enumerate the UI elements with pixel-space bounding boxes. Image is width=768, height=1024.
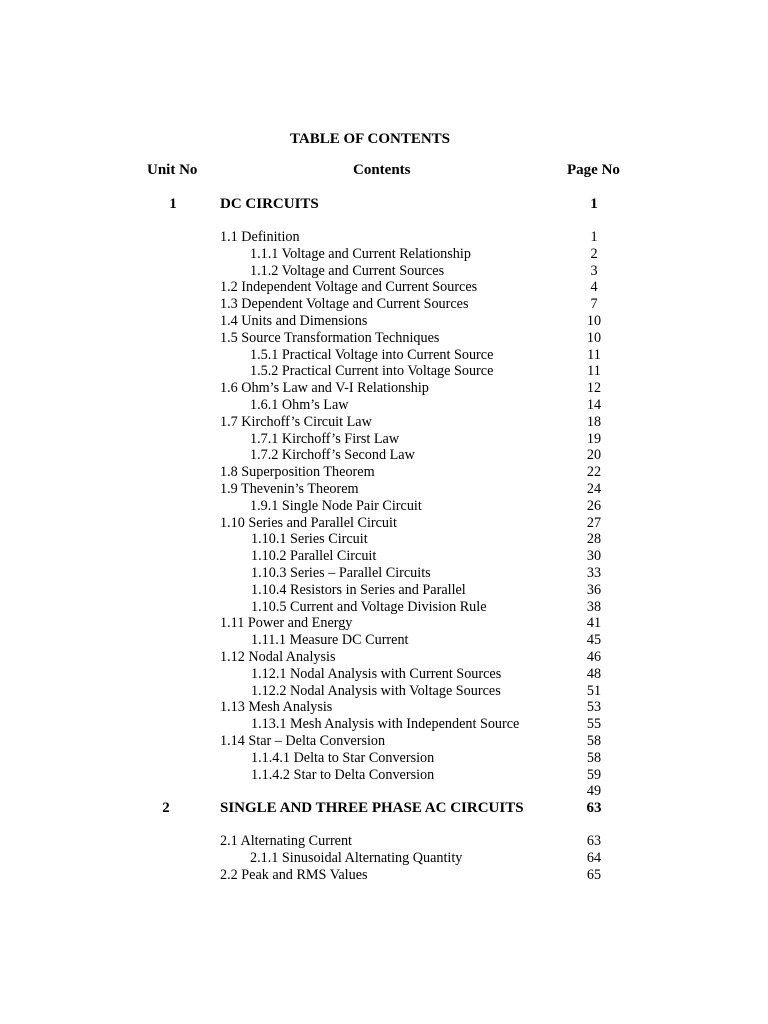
toc-entry	[0, 750, 768, 767]
unit-entries	[0, 229, 768, 800]
toc-entry-page: 18	[586, 413, 602, 430]
unit-title: SINGLE AND THREE PHASE AC CIRCUITS	[220, 800, 524, 816]
toc-entry-page: 3	[590, 262, 598, 279]
toc-entry-title: 1.10.2 Parallel Circuit	[251, 548, 377, 565]
toc-entry	[0, 464, 768, 481]
toc-entry	[0, 380, 768, 397]
toc-entry-page: 30	[586, 548, 602, 565]
toc-entry	[0, 833, 768, 850]
toc-entry	[0, 515, 768, 532]
toc-entry	[0, 666, 768, 683]
toc-entry	[0, 431, 768, 448]
toc-entry-title: 1.1.1 Voltage and Current Relationship	[250, 245, 471, 262]
toc-entry-title: 1.9.1 Single Node Pair Circuit	[250, 497, 422, 514]
toc-entry	[0, 397, 768, 414]
toc-entry-page: 41	[586, 615, 602, 632]
toc-entry-page: 11	[587, 346, 601, 363]
toc-entry-page: 4	[590, 279, 598, 296]
toc-entry	[0, 296, 768, 313]
toc-entry-page: 49	[586, 783, 602, 800]
toc-entry-page: 55	[586, 716, 602, 733]
page-title: TABLE OF CONTENTS	[289, 131, 451, 147]
toc-entry-title: 1.13 Mesh Analysis	[220, 699, 333, 716]
header-contents: Contents	[353, 162, 411, 178]
toc-entry	[0, 246, 768, 263]
toc-entry	[0, 850, 768, 867]
toc-entry-title: 1.3 Dependent Voltage and Current Sources	[220, 296, 469, 313]
toc-entry	[0, 683, 768, 700]
toc-entry	[0, 767, 768, 784]
toc-entry	[0, 716, 768, 733]
toc-entry-page: 36	[586, 581, 602, 598]
unit-heading	[0, 800, 768, 820]
toc-entry	[0, 279, 768, 296]
toc-entry-title: 1.5.1 Practical Voltage into Current Source	[250, 346, 494, 363]
toc-entry-page: 11	[587, 363, 601, 380]
toc-entry	[0, 498, 768, 515]
toc-entry	[0, 867, 768, 884]
toc-entry-page: 10	[586, 312, 602, 329]
header-page-no: Page No	[567, 162, 620, 178]
toc-entry	[0, 481, 768, 498]
toc-entry-page: 28	[586, 531, 602, 548]
toc-entry	[0, 531, 768, 548]
toc-entry-title: 1.1.4.2 Star to Delta Conversion	[251, 766, 435, 783]
toc-entry-page: 46	[586, 648, 602, 665]
toc-entry	[0, 263, 768, 280]
toc-entry-title: 2.2 Peak and RMS Values	[220, 866, 368, 883]
toc-entry-page: 58	[586, 749, 602, 766]
toc-entry-title: 1.12.2 Nodal Analysis with Voltage Sources	[251, 682, 501, 699]
toc-entry-page: 22	[586, 464, 602, 481]
toc-entry-title: 1.5.2 Practical Current into Voltage Source	[250, 363, 494, 380]
toc-entry-page: 63	[586, 833, 602, 849]
toc-entry-title: 1.12.1 Nodal Analysis with Current Sources	[251, 665, 502, 682]
toc-entry	[0, 565, 768, 582]
toc-entry-title: 1.5 Source Transformation Techniques	[220, 329, 440, 346]
toc-entry-title: 1.10.3 Series – Parallel Circuits	[251, 564, 431, 581]
toc-entry-title: 1.2 Independent Voltage and Current Sources	[220, 279, 478, 296]
toc-entry-title: 2.1 Alternating Current	[220, 833, 352, 849]
toc-entry-page: 1	[590, 229, 598, 245]
unit-entries	[0, 833, 768, 883]
toc-entry	[0, 229, 768, 246]
toc-entry	[0, 632, 768, 649]
unit-page: 63	[586, 800, 602, 816]
toc-entry-page: 12	[586, 380, 602, 397]
toc-entry-title: 1.7.2 Kirchoff’s Second Law	[250, 447, 415, 464]
toc-entry	[0, 313, 768, 330]
toc-entry	[0, 347, 768, 364]
toc-entry-title: 1.12 Nodal Analysis	[220, 648, 336, 665]
toc-entry	[0, 783, 768, 800]
toc-entry	[0, 330, 768, 347]
toc-entry-page: 45	[586, 632, 602, 649]
toc-entry	[0, 733, 768, 750]
toc-entry	[0, 447, 768, 464]
toc-entry	[0, 615, 768, 632]
toc-entry-page: 19	[586, 430, 602, 447]
toc-entry-page: 14	[586, 396, 602, 413]
toc-entry-page: 2	[590, 245, 598, 262]
toc-entry	[0, 363, 768, 380]
toc-entry-page: 24	[586, 480, 602, 497]
toc-entry	[0, 582, 768, 599]
toc-entry-page: 58	[586, 732, 602, 749]
toc-entry	[0, 699, 768, 716]
header-unit-no: Unit No	[147, 162, 198, 178]
toc-entry-title: 2.1.1 Sinusoidal Alternating Quantity	[250, 849, 463, 866]
toc-entry-title: 1.11 Power and Energy	[220, 615, 353, 632]
toc-entry-page: 59	[586, 766, 602, 783]
toc-entry-title: 1.1.2 Voltage and Current Sources	[250, 262, 445, 279]
toc-entry-title: 1.10.1 Series Circuit	[251, 531, 368, 548]
toc-entry-title: 1.7.1 Kirchoff’s First Law	[250, 430, 400, 447]
toc-entry-title: 1.1.4.1 Delta to Star Conversion	[251, 749, 435, 766]
toc-entry-title: 1.6.1 Ohm’s Law	[250, 396, 349, 413]
toc-entry-title: 1.10.4 Resistors in Series and Parallel	[251, 581, 466, 598]
toc-entry-title: 1.4 Units and Dimensions	[220, 312, 368, 329]
toc-entry-title: 1.10.5 Current and Voltage Division Rule	[251, 598, 487, 615]
toc-entry-page: 64	[586, 849, 602, 866]
toc-entry-page: 20	[586, 447, 602, 464]
unit-title: DC CIRCUITS	[220, 196, 319, 212]
toc-entry-title: 1.6 Ohm’s Law and V-I Relationship	[220, 380, 429, 397]
toc-entry-page: 38	[586, 598, 602, 615]
toc-entry	[0, 548, 768, 565]
toc-entry-title: 1.8 Superposition Theorem	[220, 464, 375, 481]
toc-entry-title: 1.7 Kirchoff’s Circuit Law	[220, 413, 372, 430]
unit-number: 2	[162, 800, 170, 816]
toc-entry-title: 1.9 Thevenin’s Theorem	[220, 480, 359, 497]
toc-entry-page: 7	[590, 296, 598, 313]
toc-entry	[0, 414, 768, 431]
toc-entry-title: 1.1 Definition	[220, 229, 300, 245]
toc-entry	[0, 599, 768, 616]
unit-number: 1	[169, 196, 177, 212]
toc-entry-page: 53	[586, 699, 602, 716]
unit-heading	[0, 196, 768, 216]
toc-entry-page: 65	[586, 866, 602, 883]
unit-page: 1	[590, 196, 598, 212]
toc-entry-page: 27	[586, 514, 602, 531]
toc-entry-page: 48	[586, 665, 602, 682]
toc-entry-title: 1.10 Series and Parallel Circuit	[220, 514, 397, 531]
toc-entry	[0, 649, 768, 666]
toc-entry-title: 1.13.1 Mesh Analysis with Independent Source	[251, 716, 520, 733]
toc-entry-title: 1.14 Star – Delta Conversion	[220, 732, 386, 749]
toc-entry-page: 51	[586, 682, 602, 699]
toc-entry-page: 26	[586, 497, 602, 514]
toc-entry-title: 1.11.1 Measure DC Current	[251, 632, 409, 649]
toc-entry-page: 10	[586, 329, 602, 346]
toc-entry-page: 33	[586, 564, 602, 581]
